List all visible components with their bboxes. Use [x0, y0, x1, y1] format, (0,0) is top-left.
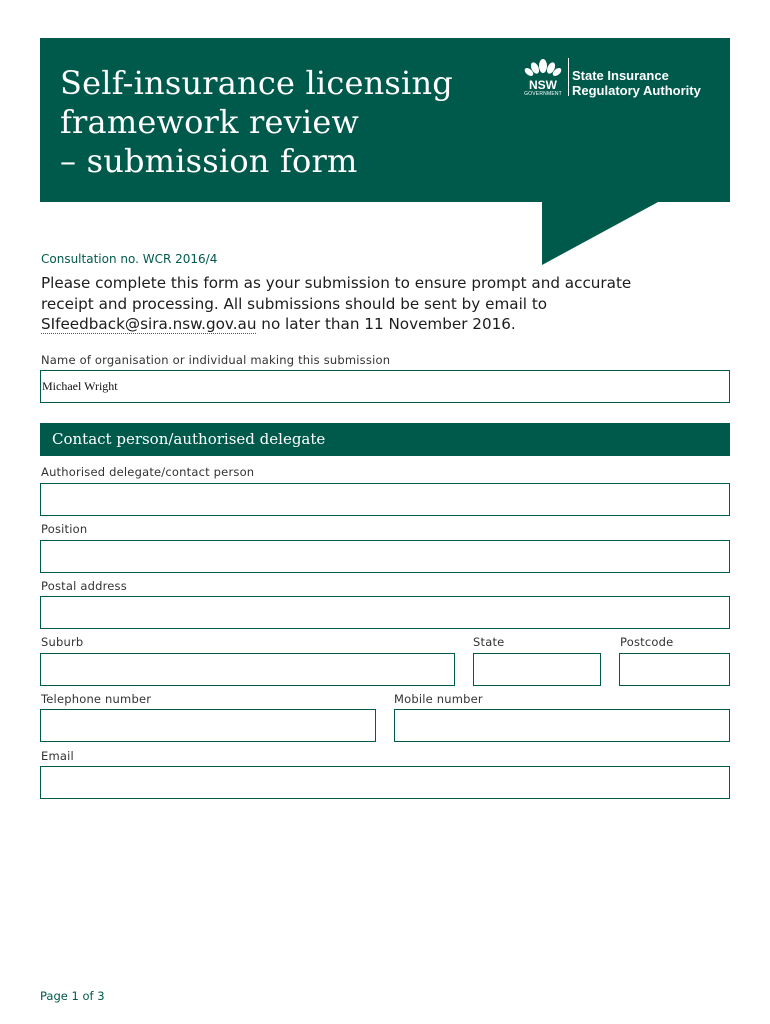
- section-title: Contact person/authorised delegate: [52, 430, 326, 448]
- position-field[interactable]: [40, 540, 730, 573]
- organisation-value: Michael Wright: [42, 379, 118, 393]
- page-title: [60, 64, 500, 181]
- title-line-3: – submission form: [60, 142, 358, 180]
- suburb-label: Suburb: [41, 635, 84, 649]
- suburb-field[interactable]: [40, 653, 455, 686]
- logo-agency-line-2: Regulatory Authority: [572, 83, 701, 98]
- delegate-label: Authorised delegate/contact person: [41, 465, 255, 479]
- logo-government: GOVERNMENT: [524, 91, 562, 97]
- sira-logo: [522, 56, 722, 100]
- logo-divider: [568, 58, 569, 96]
- logo-agency-line-1: State Insurance: [572, 68, 669, 83]
- banner-speech-tail: [542, 201, 662, 267]
- postcode-field[interactable]: [619, 653, 730, 686]
- organisation-label: Name of organisation or individual making this submission: [41, 353, 391, 367]
- state-label: State: [473, 635, 505, 649]
- intro-paragraph: [41, 273, 721, 335]
- intro-line-1: Please complete this form as your submission to ensure prompt and accurate: [41, 274, 632, 292]
- section-header-contact: [40, 423, 730, 456]
- position-label: Position: [41, 522, 88, 536]
- postal-address-field[interactable]: [40, 596, 730, 629]
- intro-line-3: [41, 314, 721, 335]
- delegate-field[interactable]: [40, 483, 730, 516]
- logo-nsw: NSW: [529, 78, 557, 92]
- logo-agency-name: [572, 68, 701, 98]
- consultation-number: Consultation no. WCR 2016/4: [41, 252, 218, 266]
- submission-email-link[interactable]: SIfeedback@sira.nsw.gov.au: [41, 315, 257, 333]
- telephone-label: Telephone number: [41, 692, 152, 706]
- page-number: Page 1 of 3: [40, 989, 105, 1003]
- title-line-2: framework review: [60, 103, 360, 141]
- email-field[interactable]: [40, 766, 730, 799]
- mobile-label: Mobile number: [394, 692, 483, 706]
- intro-line-2: receipt and processing. All submissions should be sent by email to: [41, 294, 548, 313]
- email-label: Email: [41, 749, 74, 763]
- postcode-label: Postcode: [620, 635, 674, 649]
- telephone-field[interactable]: [40, 709, 376, 742]
- mobile-field[interactable]: [394, 709, 730, 742]
- organisation-field[interactable]: [40, 370, 730, 403]
- postal-address-label: Postal address: [41, 579, 127, 593]
- title-line-1: Self-insurance licensing: [60, 64, 453, 102]
- intro-deadline: no later than 11 November 2016.: [256, 315, 516, 333]
- state-field[interactable]: [473, 653, 601, 686]
